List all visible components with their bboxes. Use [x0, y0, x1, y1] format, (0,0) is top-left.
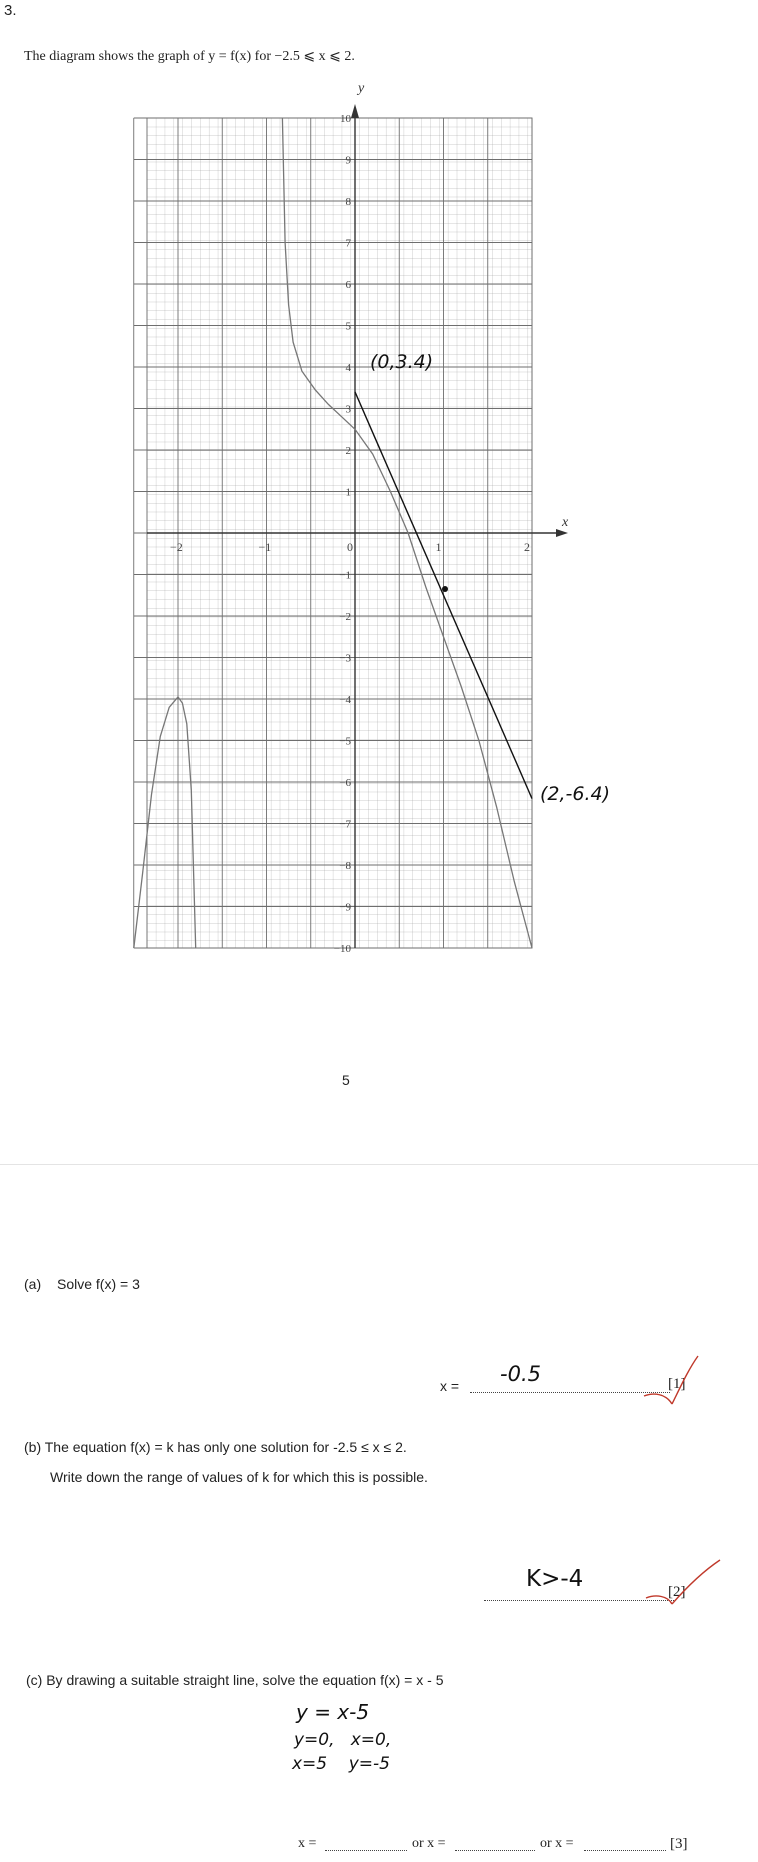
- part-a-label: (a): [24, 1276, 42, 1292]
- part-a-answer: -0.5: [500, 1362, 541, 1386]
- part-c-answer-2-line[interactable]: [455, 1850, 535, 1851]
- y-tick-label: −3: [339, 652, 351, 665]
- y-tick-label: 5: [345, 320, 351, 333]
- y-tick-label: −4: [339, 694, 351, 706]
- part-a-check-mark: [640, 1352, 700, 1408]
- part-c-answer-1-line[interactable]: [325, 1850, 407, 1851]
- y-tick-label: 9: [345, 154, 351, 167]
- part-c-question: (c) By drawing a suitable straight line, solve the equation f(x) = x - 5: [26, 1672, 444, 1688]
- y-tick-label: 6: [345, 279, 351, 291]
- y-tick-label: 1: [345, 486, 351, 499]
- y-tick-label: 2: [345, 445, 351, 457]
- page-divider: [0, 1164, 758, 1165]
- annotation-bottom: (2,-6.4): [540, 783, 611, 805]
- part-b-check-mark: [642, 1552, 722, 1608]
- y-tick-label: −2: [339, 611, 351, 623]
- x-tick-label: 2: [524, 540, 530, 554]
- y-tick-label: 3: [345, 403, 351, 416]
- y-tick-label: −9: [339, 901, 351, 914]
- part-c-x1-prefix: x =: [298, 1836, 317, 1851]
- x-tick-label: 1: [435, 540, 442, 554]
- y-tick-label: −5: [339, 735, 351, 748]
- x-axis-label: x: [562, 515, 569, 530]
- question-number: 3.: [4, 2, 17, 19]
- part-a-question: Solve f(x) = 3: [57, 1276, 140, 1292]
- y-axis-label: y: [358, 81, 365, 96]
- x-tick-label: 0: [347, 540, 353, 554]
- part-a-marks: [1]: [668, 1376, 686, 1392]
- part-b-answer: K>-4: [526, 1566, 584, 1592]
- part-c-marks: [3]: [670, 1836, 688, 1852]
- y-tick-label: 10: [340, 113, 351, 125]
- part-a-answer-prefix: x =: [440, 1378, 460, 1394]
- y-tick-label: −6: [339, 777, 351, 789]
- part-b-instruction: Write down the range of values of k for which this is possible.: [50, 1469, 428, 1485]
- intersection-point: [442, 586, 448, 592]
- part-c-work-line-1: y = x-5: [296, 1700, 370, 1724]
- part-b-question: (b) The equation f(x) = k has only one solution for -2.5 ≤ x ≤ 2.: [24, 1439, 407, 1455]
- x-axis-arrow: [556, 529, 568, 537]
- y-tick-label: 8: [345, 196, 351, 208]
- annotation-top: (0,3.4): [370, 351, 434, 373]
- x-tick-label: −1: [258, 540, 272, 554]
- y-tick-label: −7: [339, 818, 351, 831]
- part-b-marks: [2]: [668, 1584, 686, 1600]
- y-axis-arrow: [351, 104, 359, 118]
- part-c-work-line-3: x=5 y=-5: [292, 1754, 390, 1774]
- y-tick-label: −1: [339, 569, 351, 582]
- y-tick-label: −8: [339, 860, 351, 872]
- part-c-answer-3-line[interactable]: [584, 1850, 666, 1851]
- part-c-work-line-2: y=0, x=0,: [294, 1730, 392, 1750]
- question-intro: The diagram shows the graph of y = f(x) for −2.5 ⩽ x ⩽ 2.: [24, 49, 355, 64]
- part-c-or-1: or x =: [412, 1836, 446, 1851]
- part-c-or-2: or x =: [540, 1836, 574, 1851]
- y-tick-label: 4: [345, 362, 351, 374]
- page-number: 5: [342, 1072, 350, 1088]
- x-tick-label: −2: [170, 540, 183, 554]
- y-tick-label: −10: [333, 943, 351, 955]
- y-tick-label: 7: [345, 237, 351, 250]
